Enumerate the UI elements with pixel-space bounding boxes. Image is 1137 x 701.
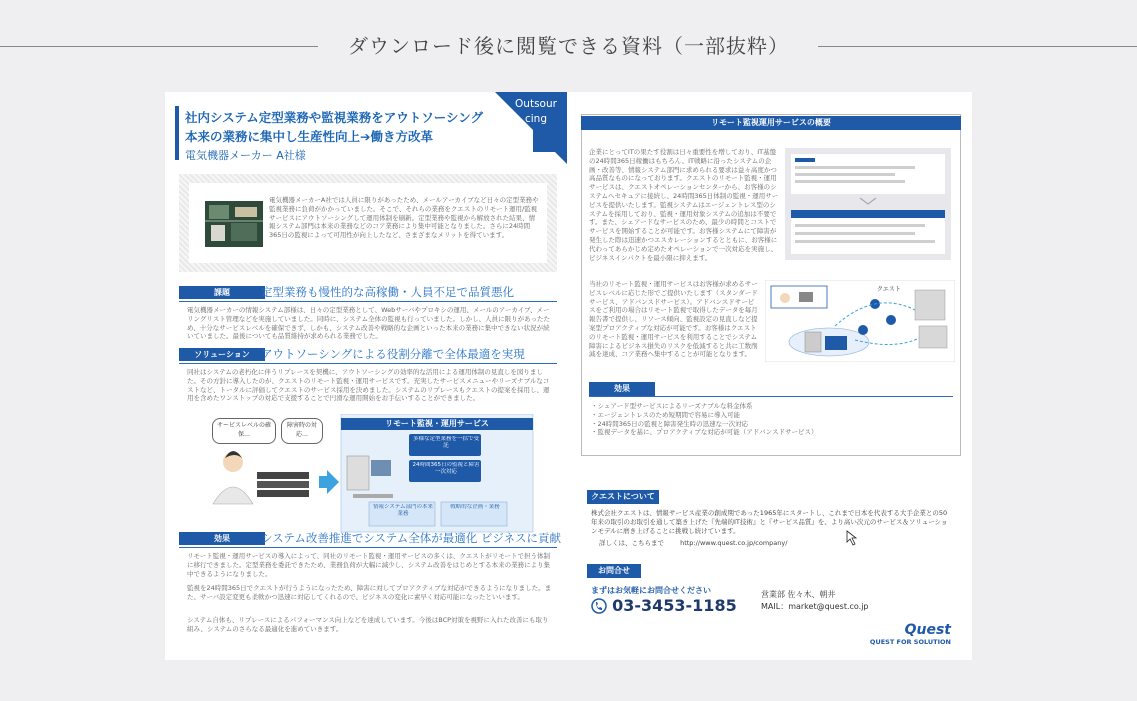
left-page (165, 92, 567, 660)
challenge-label: 課題 (179, 286, 265, 299)
overview-title: リモート監視運用サービスの概要 (581, 116, 961, 130)
box-core-work: 情報システム部門の本来業務 (373, 504, 433, 517)
challenge-rule (179, 301, 557, 302)
monitoring-network-diagram (765, 280, 955, 362)
quest-logo-text: Quest (904, 622, 951, 638)
contact-lead: まずはお気軽にお問合せください (591, 586, 711, 595)
effect-item: ・24時間365日の監視と障害発生時の迅速な一次対応 (591, 419, 749, 428)
effect-text-3: システム自体も、リプレースによるパフォーマンス向上などを達成しています。今後はBCP対策を視野に入れた改善にも取り組み、システムのさらなる最適化を進めていきます。 (187, 616, 549, 633)
doc-title-line1: 社内システム定型業務や監視業務をアウトソーシング (185, 110, 483, 125)
contact-mail: MAIL：market@quest.co.jp (761, 602, 869, 611)
corner-tag-text: Outsourcing (515, 98, 557, 125)
doc-subtitle: 電気機器メーカー A社様 (185, 149, 306, 162)
solution-label: ソリューション (179, 348, 265, 361)
effect-heading: システム改善推進でシステム全体が最適化 ビジネスに貢献 (261, 531, 562, 545)
title-accent-bar (175, 106, 179, 160)
solution-rule (179, 363, 557, 364)
about-link-row (599, 538, 787, 547)
solution-text: 同社はシステムの老朽化に伴うリプレースを契機に、アウトソーシングの効率的な活用による運用体制の見直しを図りました。その方針に導入したのが、クエストのリモート監視・運用サービスです。充実したサービスメニューやリーズナブルなコストなど、トータルに評価してクエストのサービス採用を決めました。システムのリプレースもクエストの提案を採用し、運用を含めたワンストップの対応で支援することで円滑な運用開始をお手伝いすることができました。 (187, 368, 550, 403)
effect-list (591, 402, 951, 437)
quest-logo (855, 622, 951, 647)
effect-label: 効果 (179, 532, 265, 545)
bubble-failure: 障害時の対応… (281, 418, 323, 444)
effect-item: ・監視データを基に、プロアクティブな対応が可能（アドバンスドサービス） (591, 428, 818, 437)
phone-row (591, 595, 737, 615)
overview-text-2: 当社のリモート監視・運用サービスはお客様が求めるサービスレベルに応じた形でご提供いたします（スタンダードサービス、アドバンスドサービス）。アドバンスドサービスをご利用の場合はリモート監視で取得したデータを毎月報告書で提供し、リソース傾向、監視設定の見直しなど提案型プロアクティブな対応が可能です。お客様はクエストのリモート監視・運用サービスを利用することでシステム障害によるビジネス損失のリスクを低減すると共に工数削減を達成、コア業務へ集中することが可能となります。 (589, 280, 758, 359)
bubble-service-level: サービスレベルの確保… (212, 418, 276, 444)
right-effect-rule (589, 396, 953, 397)
overview-text-1: 企業にとってITの果たす役割は日々重要性を増しており、IT基盤の24時間365日稼働はもちろん、IT戦略に沿ったシステムの企画・改善等、情報システム部門に求められる要求は益々高度かつ高品質なものになっております。クエストのリモート監視・運用サービスは、クエストオペレーションセンターから、お客様のシステムへセキュアに接続し、24時間365日体制の監視・運用サービスを提供いたします。監視システムはエージェントレス型のシステムを採用しており、監視・運用対象システムの追加は不要です。また、シェアードなサービスのため、最少の時間とコストでサービスを開始することが可能です。お客様システムにて障害が発生した際は迅速かつエスカレーションするとともに、お客様に代わってあらかじめ定めたオペレーションで一次対応を実施し、ビジネスインパクトを最小限に抑えます。 (589, 148, 779, 262)
about-label: クエストについて (587, 490, 659, 504)
about-link-prefix: 詳しくは、こちらまで (599, 539, 664, 547)
solution-panel-title: リモート監視・運用サービス (341, 418, 533, 430)
challenge-heading: 定型業務も慢性的な高稼働・人員不足で品質悪化 (261, 285, 514, 299)
solution-heading: アウトソーシングによる役割分離で全体最適を実現 (261, 347, 525, 361)
effect-rule (179, 547, 557, 548)
right-page (575, 92, 972, 660)
doc-title-line2: 本来の業務に集中し生産性向上➔働き方改革 (185, 129, 433, 144)
effect-text-1: リモート監視・運用サービスの導入によって、同社のリモート監視・運用サービスの多くは、クエストがリモートで担う体制に移行できました。定型業務を委託できたため、業務負荷が大幅に減少し、システム改善をはじめとする本来の業務により集中できるようになりました。 (187, 552, 551, 578)
document-preview (165, 92, 972, 660)
service-summary-card (785, 148, 951, 260)
circuit-board-image (205, 201, 263, 247)
intro-text: 電気機器メーカーA社では人員に限りがあったため、メールアーカイブなど日々の定型業務や監視業務に負荷がかかっていました。そこで、それらの業務をクエストのリモート運用/監視サービスにアウトソーシングして運用体制を刷新。定型業務や監視から解放された結果、情報システム部門は本来の業務などのコア業務により集中可能となりました。さらに24時間365日の監視によって可用性が向上したなど、さまざまなメリットを得ています。 (269, 196, 539, 240)
effect-text-2: 監視を24時間365日でクエストが行うようになったため、障害に対してプロアクティブな対応ができるようになりました。また、サーバ設定変更も柔軟かつ迅速に対応してくれるので、ビジネスの変化に素早く対応可能になったといいます。 (187, 584, 552, 601)
about-link[interactable]: http://www.quest.co.jp/company/ (680, 539, 788, 547)
diagram-quest-label: クエスト (877, 286, 901, 293)
header-rule-right (818, 46, 1137, 47)
challenge-text: 電気機器メーカーの情報システム部様は、日々の定型業務として、Webサーバやプロキシの運用、メールのアーカイブ、メーリングリスト管理などを実施していました。同時に、システム全体の監視も行っていました。しかし、人員に限りがあったため、十分なサービスレベルを確保できず、しかも、システム改善や戦略的な企画といった本来の業務に集中できない状況が続いていました。最後についても品質維持が求められる業務でした。 (187, 306, 551, 341)
contact-dept: 営業部 佐々木、朝井 (761, 590, 836, 599)
phone-icon (591, 597, 607, 615)
right-effect-label: 効果 (589, 382, 655, 396)
phone-number: 03-3453-1185 (612, 596, 737, 615)
effect-item: ・シェアード型サービスによるリーズナブルな料金体系 (591, 402, 753, 410)
box-24h-monitoring: 24時間365日の監視と障害一次対応 (412, 462, 480, 475)
cursor-icon (845, 530, 859, 546)
effect-item: ・エージェントレスのため短期間で容易に導入可能 (591, 410, 741, 419)
box-strategic-work: 戦略的な企画・業務 (450, 504, 500, 510)
box-batch-tasks: 多様な定型業務を一括で受託 (412, 436, 479, 449)
about-text: 株式会社クエストは、情報サービス産業の創成期であった1965年にスタートし、これまで日本を代表する大手企業との50年来の取引のお取引を通して築き上げた『先端的IT技術』と『サービス品質』を、より高い次元のサービス＆ソリューションモデルに磨き上げることに挑戦し続けています。 (591, 509, 948, 535)
page-title: ダウンロード後に閲覧できる資料（一部抜粋） (348, 34, 789, 58)
quest-logo-sub: QUEST FOR SOLUTION (869, 638, 951, 646)
contact-label: お問合せ (587, 564, 641, 578)
